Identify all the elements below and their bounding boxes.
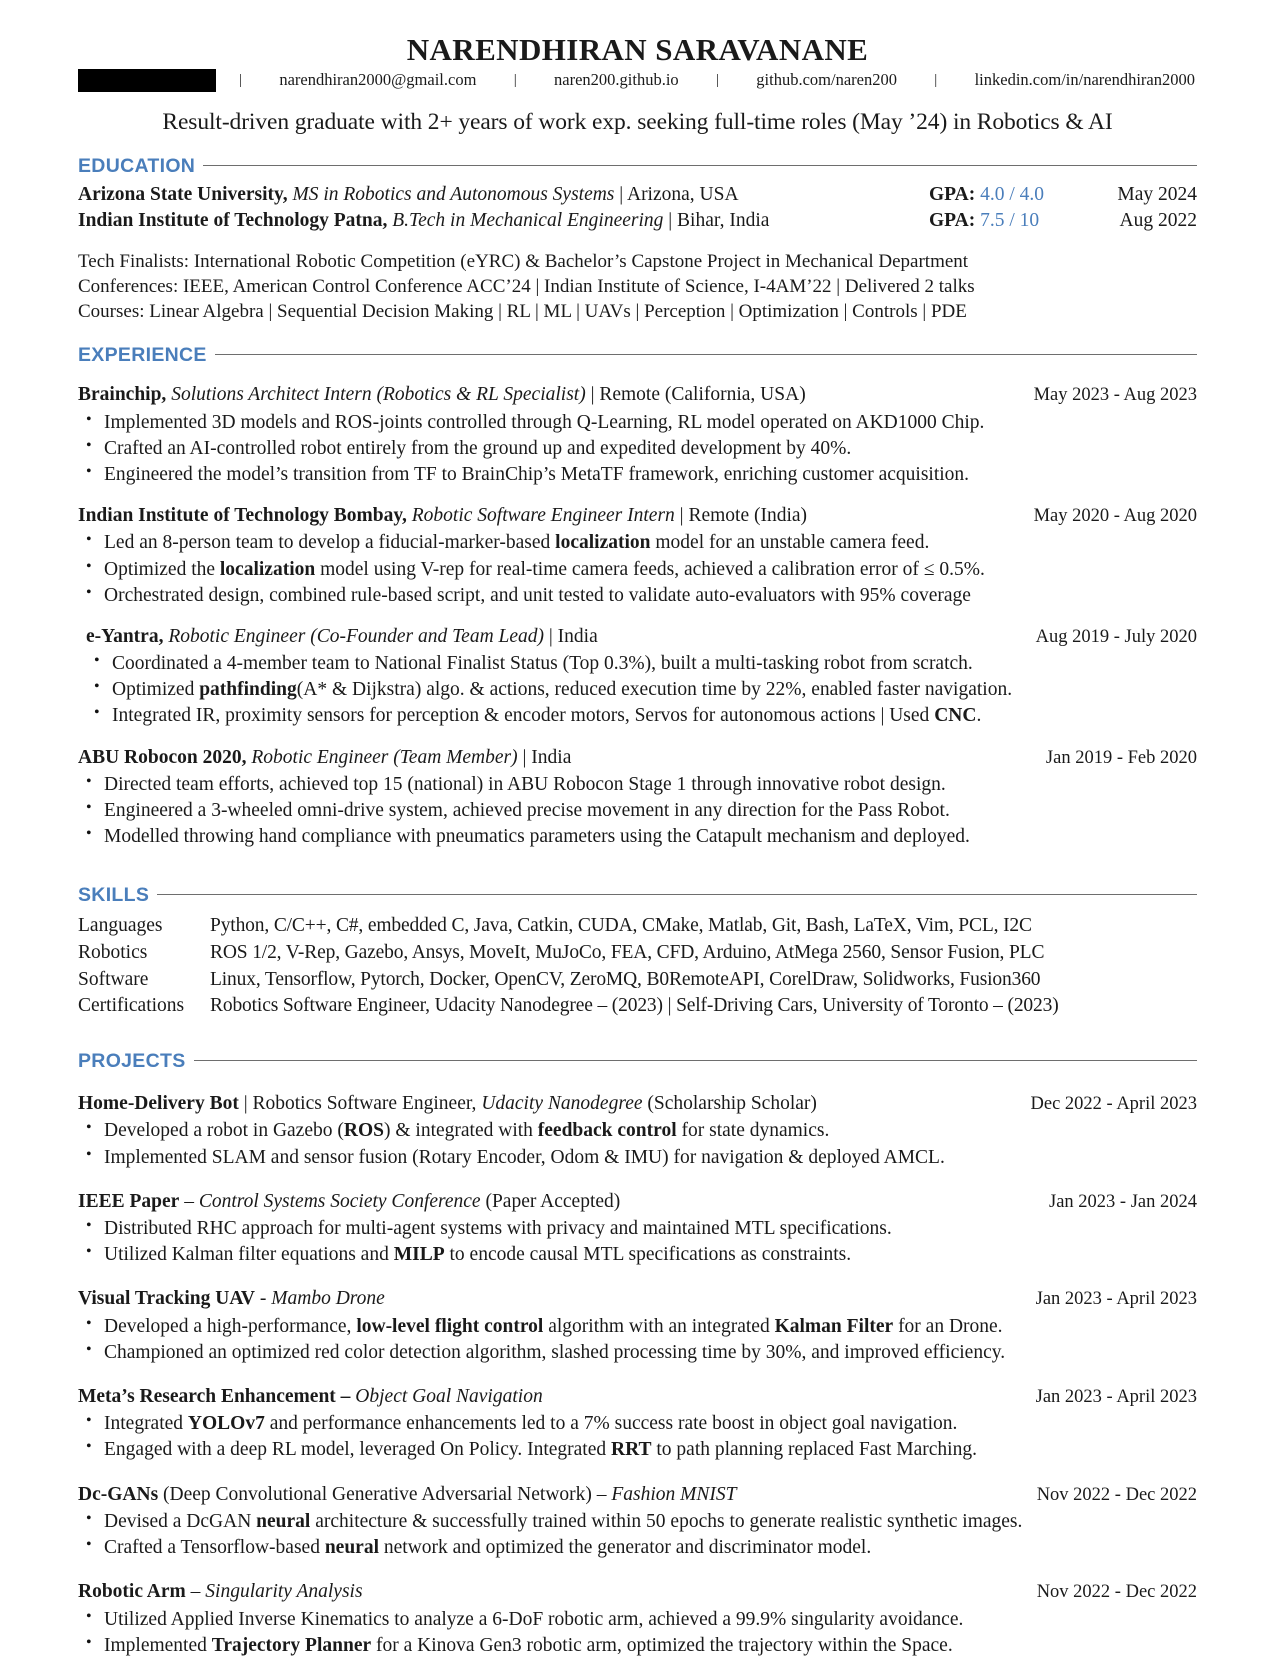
- skills-values: Python, C/C++, C#, embedded C, Java, Catkin, CUDA, CMake, Matlab, Git, Bash, LaTeX, Vim, PCL, I2C: [210, 915, 1032, 937]
- contact-github[interactable]: github.com/naren200: [756, 69, 897, 89]
- experience-entry-header: [78, 504, 1197, 528]
- section-title-education: EDUCATION: [78, 155, 196, 178]
- project-bullet-list: [78, 1411, 1197, 1463]
- contact-website[interactable]: naren200.github.io: [554, 69, 679, 89]
- project-title: Dc-GANs: [78, 1483, 159, 1505]
- resume-header: [78, 34, 1197, 135]
- project-subtitle-plain: –: [179, 1190, 199, 1212]
- project-title-group: [78, 1190, 620, 1214]
- project-title-group: [78, 1287, 385, 1311]
- experience-date: May 2023 - Aug 2023: [1033, 385, 1197, 406]
- project-entry-header: [78, 1483, 1197, 1507]
- project-date: Jan 2023 - April 2023: [1035, 1386, 1197, 1407]
- section-title-projects: PROJECTS: [78, 1050, 186, 1073]
- project-subtitle-suffix: (Scholarship Scholar): [642, 1093, 817, 1115]
- section-title-experience: EXPERIENCE: [78, 344, 207, 367]
- list-item: • Engaged with a deep RL model, leveraged On Policy. Integrated RRT to path planning replaced Fast Marching.: [78, 1437, 1197, 1463]
- project-entry-header: [78, 1190, 1197, 1214]
- project-entry-header: [78, 1092, 1197, 1116]
- experience-entry: [78, 746, 1197, 851]
- project-title: Robotic Arm: [78, 1581, 186, 1603]
- section-header-education: [78, 155, 1197, 178]
- experience-location: | India: [517, 746, 572, 768]
- project-bullet-list: [78, 1509, 1197, 1561]
- table-row: [78, 993, 1197, 1020]
- experience-org: Brainchip,: [78, 384, 167, 406]
- list-item: • Directed team efforts, achieved top 15 (national) in ABU Robocon Stage 1 through innovative robot design.: [78, 772, 1197, 798]
- experience-location: | India: [544, 625, 598, 647]
- experience-entry: [78, 625, 1197, 730]
- education-school: Arizona State University,: [78, 184, 288, 206]
- experience-entry-header: [78, 383, 1197, 407]
- list-item: • Utilized Kalman filter equations and MILP to encode causal MTL specifications as constraints.: [78, 1242, 1197, 1268]
- experience-entry-title: [78, 746, 571, 770]
- project-entry: [78, 1580, 1197, 1659]
- education-extra-line-1: Conferences: IEEE, American Control Conference ACC’24 | Indian Institute of Science, I-4AM’22 | Delivered 2 talks: [78, 275, 975, 297]
- section-rule-education: [203, 165, 1197, 166]
- project-title-group: [78, 1385, 543, 1409]
- contact-linkedin[interactable]: linkedin.com/in/narendhiran2000: [974, 69, 1195, 89]
- experience-entry-header: [78, 625, 1197, 649]
- list-item: • Modelled throwing hand compliance with pneumatics parameters using the Catapult mechanism and deployed.: [78, 824, 1197, 850]
- education-school: Indian Institute of Technology Patna,: [78, 210, 388, 232]
- skills-category: Languages: [78, 915, 163, 937]
- skills-values: ROS 1/2, V-Rep, Gazebo, Ansys, MoveIt, MuJoCo, FEA, CFD, Arduino, AtMega 2560, Sensor Fusion, PLC: [210, 942, 1045, 963]
- education-location: | Arizona, USA: [619, 184, 739, 206]
- project-date: Jan 2023 - April 2023: [1035, 1289, 1197, 1310]
- table-row: [78, 967, 1197, 994]
- list-item: • Optimized pathfinding(A* & Dijkstra) algo. & actions, reduced execution time by 22%, enabled faster navigation.: [78, 677, 1197, 703]
- skills-values: Robotics Software Engineer, Udacity Nanodegree – (2023) | Self-Driving Cars, University of Toronto – (2023): [210, 995, 1059, 1017]
- list-item: • Crafted an AI-controlled robot entirely from the ground up and expedited development by 40%.: [78, 436, 1197, 462]
- contact-separator-2: |: [715, 71, 719, 88]
- table-row: [78, 182, 1197, 208]
- education-table: [78, 182, 1197, 234]
- section-rule-projects: [194, 1060, 1197, 1061]
- contact-email[interactable]: narendhiran2000@gmail.com: [279, 69, 477, 89]
- project-subtitle-plain: | Robotics Software Engineer,: [238, 1093, 482, 1115]
- project-subtitle-italic: Fashion MNIST: [611, 1483, 737, 1505]
- project-entry: [78, 1190, 1197, 1269]
- list-item: • Championed an optimized red color detection algorithm, slashed processing time by 30%, and improved efficiency.: [78, 1340, 1197, 1366]
- section-header-projects: [78, 1050, 1197, 1073]
- list-item: • Crafted a Tensorflow-based neural network and optimized the generator and discriminator model.: [78, 1535, 1197, 1561]
- list-item: • Coordinated a 4-member team to National Finalist Status (Top 0.3%), built a multi-tasking robot from scratch.: [78, 651, 1197, 677]
- experience-entry-header: [78, 746, 1197, 770]
- list-item: • Led an 8-person team to develop a fiducial-marker-based localization model for an unstable camera feed.: [78, 530, 1197, 556]
- experience-role: Solutions Architect Intern (Robotics & RL Specialist): [171, 384, 586, 406]
- education-degree: B.Tech in Mechanical Engineering: [392, 210, 664, 232]
- contact-separator-3: |: [934, 71, 938, 88]
- skills-values: Linux, Tensorflow, Pytorch, Docker, OpenCV, ZeroMQ, B0RemoteAPI, CorelDraw, Solidworks, Fusion360: [210, 968, 1041, 990]
- redacted-phone-block: [78, 69, 216, 92]
- project-subtitle-italic: Control Systems Society Conference: [198, 1190, 481, 1212]
- project-entry: [78, 1385, 1197, 1464]
- experience-entry-title: [78, 504, 807, 528]
- experience-date: May 2020 - Aug 2020: [1033, 506, 1197, 527]
- experience-bullet-list: [78, 410, 1197, 488]
- table-row: [78, 940, 1197, 967]
- education-gpa-value: 7.5 / 10: [980, 210, 1040, 232]
- experience-role: Robotic Engineer (Co-Founder and Team Lead): [168, 625, 545, 647]
- experience-entry: [78, 383, 1197, 488]
- skills-category: Robotics: [78, 942, 148, 963]
- list-item: • Implemented 3D models and ROS-joints controlled through Q-Learning, RL model operated on AKD1000 Chip.: [78, 410, 1197, 436]
- section-rule-experience: [215, 354, 1197, 355]
- project-entry-header: [78, 1287, 1197, 1311]
- project-title: Visual Tracking UAV: [78, 1288, 255, 1310]
- experience-bullet-list: [78, 651, 1197, 729]
- section-title-skills: SKILLS: [78, 884, 150, 907]
- education-gpa-cell: [911, 208, 1079, 234]
- project-title-group: [78, 1580, 363, 1604]
- education-date: May 2024: [1117, 184, 1197, 206]
- list-item: • Devised a DcGAN neural architecture & successfully trained within 50 epochs to generate realistic synthetic images.: [78, 1509, 1197, 1535]
- project-subtitle-suffix: (Paper Accepted): [480, 1190, 621, 1212]
- list-item: • Implemented SLAM and sensor fusion (Rotary Encoder, Odom & IMU) for navigation & deployed AMCL.: [78, 1145, 1197, 1171]
- experience-location: | Remote (California, USA): [585, 384, 806, 406]
- project-subtitle-plain: –: [185, 1581, 206, 1603]
- education-gpa-label: GPA:: [929, 184, 976, 206]
- list-item: • Engineered the model’s transition from TF to BrainChip’s MetaTF framework, enriching customer acquisition.: [78, 462, 1197, 488]
- list-item: • Implemented Trajectory Planner for a Kinova Gen3 robotic arm, optimized the trajectory within the Space.: [78, 1633, 1197, 1659]
- project-title-group: [78, 1092, 817, 1116]
- list-item: • Developed a high-performance, low-level flight control algorithm with an integrated Kalman Filter for an Drone.: [78, 1314, 1197, 1340]
- project-title-group: [78, 1483, 737, 1507]
- project-entry: [78, 1483, 1197, 1562]
- education-entry-0: [78, 182, 911, 208]
- experience-org: Indian Institute of Technology Bombay,: [78, 505, 407, 527]
- education-degree: MS in Robotics and Autonomous Systems: [292, 184, 615, 206]
- education-extra-line-0: Tech Finalists: International Robotic Competition (eYRC) & Bachelor’s Capstone Project in Mechanical Department: [78, 251, 969, 273]
- education-entry-1: [78, 208, 911, 234]
- project-bullet-list: [78, 1607, 1197, 1659]
- list-item: • Optimized the localization model using V-rep for real-time camera feeds, achieved a calibration error of ≤ 0.5%.: [78, 557, 1197, 583]
- project-entry: [78, 1092, 1197, 1171]
- experience-entry-title: [78, 383, 806, 407]
- contact-separator-0: |: [239, 71, 243, 88]
- project-entry-header: [78, 1580, 1197, 1604]
- list-item: • Integrated IR, proximity sensors for perception & encoder motors, Servos for autonomous actions | Used CNC.: [78, 703, 1197, 729]
- education-gpa-label: GPA:: [929, 210, 976, 232]
- project-subtitle-italic: Udacity Nanodegree: [481, 1093, 643, 1115]
- project-title: Home-Delivery Bot: [78, 1093, 239, 1115]
- project-date: Jan 2023 - Jan 2024: [1049, 1191, 1197, 1212]
- table-row: [78, 208, 1197, 234]
- project-date: Dec 2022 - April 2023: [1030, 1094, 1197, 1115]
- list-item: • Engineered a 3-wheeled omni-drive system, achieved precise movement in any direction for the Pass Robot.: [78, 798, 1197, 824]
- experience-location: | Remote (India): [674, 505, 808, 527]
- experience-bullet-list: [78, 530, 1197, 608]
- section-header-skills: [78, 884, 1197, 907]
- experience-list: [78, 383, 1197, 850]
- project-subtitle-plain: -: [255, 1288, 272, 1310]
- experience-entry-title: [86, 625, 598, 649]
- list-item: • Developed a robot in Gazebo (ROS) & integrated with feedback control for state dynamics.: [78, 1118, 1197, 1144]
- project-entry: [78, 1287, 1197, 1366]
- experience-role: Robotic Engineer (Team Member): [251, 746, 518, 768]
- skills-category: Software: [78, 968, 149, 990]
- experience-date: Jan 2019 - Feb 2020: [1045, 747, 1197, 768]
- page-title: NARENDHIRAN SARAVANANE: [406, 32, 869, 67]
- section-rule-skills: [157, 894, 1197, 895]
- project-bullet-list: [78, 1314, 1197, 1366]
- project-title: IEEE Paper: [78, 1190, 180, 1212]
- section-header-experience: [78, 344, 1197, 367]
- experience-org: ABU Robocon 2020,: [78, 746, 247, 768]
- skills-category: Certifications: [78, 995, 185, 1017]
- experience-date: Aug 2019 - July 2020: [1035, 626, 1197, 647]
- education-gpa-value: 4.0 / 4.0: [980, 184, 1045, 206]
- project-bullet-list: [78, 1118, 1197, 1170]
- list-item: • Integrated YOLOv7 and performance enhancements led to a 7% success rate boost in object goal navigation.: [78, 1411, 1197, 1437]
- education-extra-lines: [78, 250, 1197, 324]
- project-entry-header: [78, 1385, 1197, 1409]
- list-item: • Utilized Applied Inverse Kinematics to analyze a 6-DoF robotic arm, achieved a 99.9% singularity avoidance.: [78, 1607, 1197, 1633]
- projects-list: [78, 1092, 1197, 1659]
- education-extra-line-2: Courses: Linear Algebra | Sequential Decision Making | RL | ML | UAVs | Perception | Optimization | Controls | PDE: [78, 300, 967, 322]
- experience-bullet-list: [78, 772, 1197, 850]
- experience-org: e-Yantra,: [86, 625, 164, 647]
- project-date: Nov 2022 - Dec 2022: [1036, 1484, 1197, 1505]
- summary-tagline: Result-driven graduate with 2+ years of work exp. seeking full-time roles (May ’24) in Robotics & AI: [162, 108, 1113, 135]
- experience-entry: [78, 504, 1197, 609]
- project-bullet-list: [78, 1216, 1197, 1268]
- contact-separator-1: |: [513, 71, 517, 88]
- list-item: • Distributed RHC approach for multi-agent systems with privacy and maintained MTL specifications.: [78, 1216, 1197, 1242]
- project-subtitle-plain: (Deep Convolutional Generative Adversarial Network) –: [158, 1483, 612, 1505]
- table-row: [78, 913, 1197, 940]
- list-item: • Orchestrated design, combined rule-based script, and unit tested to validate auto-evaluators with 95% coverage: [78, 583, 1197, 609]
- project-date: Nov 2022 - Dec 2022: [1036, 1582, 1197, 1603]
- experience-role: Robotic Software Engineer Intern: [411, 505, 675, 527]
- contact-links: [216, 71, 1197, 89]
- project-title: Meta’s Research Enhancement –: [78, 1385, 351, 1407]
- education-location: | Bihar, India: [668, 210, 770, 232]
- project-subtitle-italic: Object Goal Navigation: [355, 1385, 543, 1407]
- contact-row: [78, 69, 1197, 92]
- education-date: Aug 2022: [1119, 210, 1197, 232]
- project-subtitle-italic: Mambo Drone: [271, 1288, 385, 1310]
- project-subtitle-italic: Singularity Analysis: [205, 1581, 363, 1603]
- education-gpa-cell: [911, 182, 1079, 208]
- skills-table: [78, 913, 1197, 1020]
